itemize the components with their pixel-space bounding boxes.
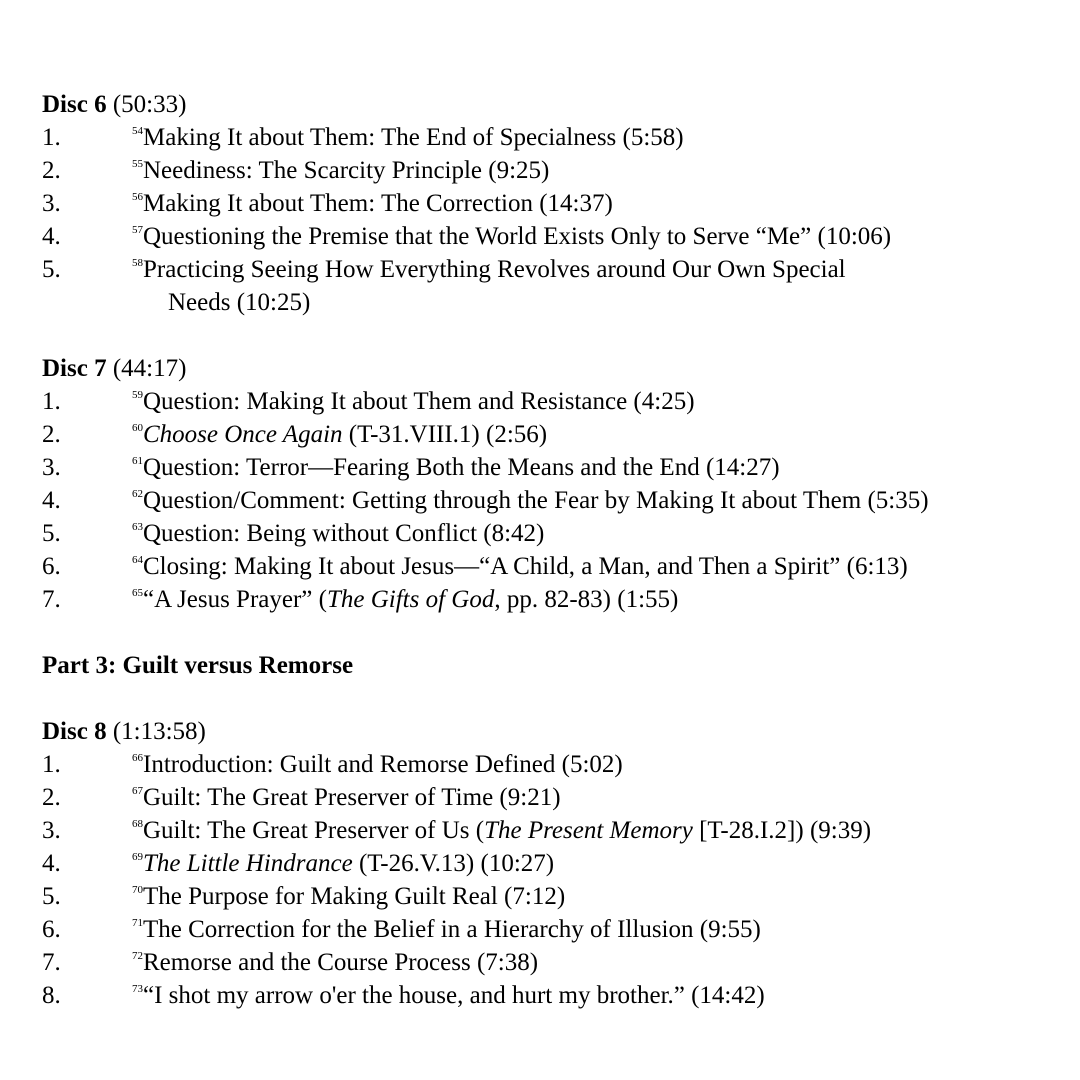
track-number: 4.	[42, 487, 61, 514]
title-text: The Correction for the Belief in a Hierarchy of Illusion (9:55)	[143, 916, 761, 943]
footnote-ref: 60	[132, 421, 143, 434]
track-number: 1.	[42, 388, 61, 415]
disc-heading	[42, 88, 1062, 121]
track-number: 2.	[42, 421, 61, 448]
track-title	[132, 814, 1062, 847]
italic-title: The Present Memory	[484, 817, 693, 844]
title-continuation: Needs (10:25)	[168, 289, 311, 316]
title-text: “I shot my arrow o'er the house, and hurt my brother.” (14:42)	[143, 982, 765, 1009]
footnote-ref: 55	[132, 157, 143, 170]
track-title	[132, 121, 1062, 154]
title-text: Making It about Them: The Correction (14:37)	[143, 190, 613, 217]
track-title	[132, 253, 1062, 319]
track-title	[132, 385, 1062, 418]
track-number: 4.	[42, 850, 61, 877]
title-text: Guilt: The Great Preserver of Time (9:21)	[143, 784, 561, 811]
track-row	[42, 847, 1062, 880]
track-number: 6.	[42, 553, 61, 580]
disc-label: Disc 6	[42, 91, 107, 118]
track-row	[42, 451, 1062, 484]
track-row	[42, 880, 1062, 913]
footnote-ref: 66	[132, 751, 143, 764]
track-row	[42, 220, 1062, 253]
title-text: Introduction: Guilt and Remorse Defined (5:02)	[143, 751, 623, 778]
track-number: 2.	[42, 157, 61, 184]
track-number: 5.	[42, 520, 61, 547]
track-number: 8.	[42, 982, 61, 1009]
footnote-ref: 63	[132, 520, 143, 533]
title-text: (T-26.V.13) (10:27)	[352, 850, 555, 877]
title-text: The Purpose for Making Guilt Real (7:12)	[143, 883, 566, 910]
title-text: Question: Being without Conflict (8:42)	[143, 520, 545, 547]
footnote-ref: 68	[132, 817, 143, 830]
track-title	[132, 979, 1062, 1012]
title-text: Neediness: The Scarcity Principle (9:25)	[143, 157, 550, 184]
track-title	[132, 187, 1062, 220]
title-text: “A Jesus Prayer” (	[143, 586, 327, 613]
title-text: Question: Terror—Fearing Both the Means and the End (14:27)	[143, 454, 780, 481]
title-text: (T-31.VIII.1) (2:56)	[342, 421, 548, 448]
footnote-ref: 70	[132, 883, 143, 896]
track-title	[132, 517, 1062, 550]
title-text: Practicing Seeing How Everything Revolves around Our Own Special	[143, 256, 846, 283]
track-number: 1.	[42, 124, 61, 151]
disc-list-part-3	[42, 715, 1062, 1012]
disc-label: Disc 8	[42, 718, 107, 745]
track-number: 3.	[42, 454, 61, 481]
footnote-ref: 73	[132, 982, 143, 995]
track-title	[132, 946, 1062, 979]
disc-section	[42, 715, 1062, 1012]
track-row	[42, 946, 1062, 979]
track-number: 6.	[42, 916, 61, 943]
disc-duration: (44:17)	[106, 355, 187, 382]
track-row	[42, 517, 1062, 550]
track-number: 3.	[42, 190, 61, 217]
track-title	[132, 913, 1062, 946]
disc-label: Disc 7	[42, 355, 107, 382]
footnote-ref: 56	[132, 190, 143, 203]
track-row	[42, 814, 1062, 847]
footnote-ref: 69	[132, 850, 143, 863]
track-title	[132, 154, 1062, 187]
title-text: Question/Comment: Getting through the Fear by Making It about Them (5:35)	[143, 487, 929, 514]
track-row	[42, 484, 1062, 517]
document	[42, 88, 1062, 1045]
track-title	[132, 451, 1062, 484]
footnote-ref: 57	[132, 223, 143, 236]
disc-section	[42, 88, 1062, 319]
italic-title: Choose Once Again	[143, 421, 343, 448]
footnote-ref: 61	[132, 454, 143, 467]
footnote-ref: 62	[132, 487, 143, 500]
footnote-ref: 71	[132, 916, 143, 929]
track-row	[42, 121, 1062, 154]
disc-section	[42, 352, 1062, 616]
track-title	[132, 583, 1062, 616]
disc-duration: (1:13:58)	[106, 718, 206, 745]
title-text: [T-28.I.2]) (9:39)	[692, 817, 872, 844]
footnote-ref: 67	[132, 784, 143, 797]
track-row	[42, 781, 1062, 814]
track-number: 7.	[42, 586, 61, 613]
track-title	[132, 220, 1062, 253]
track-row	[42, 550, 1062, 583]
disc-heading	[42, 352, 1062, 385]
track-row	[42, 748, 1062, 781]
track-row	[42, 913, 1062, 946]
track-row	[42, 583, 1062, 616]
footnote-ref: 72	[132, 949, 143, 962]
disc-duration: (50:33)	[106, 91, 187, 118]
track-row	[42, 154, 1062, 187]
footnote-ref: 58	[132, 256, 143, 269]
track-number: 3.	[42, 817, 61, 844]
footnote-ref: 54	[132, 124, 143, 137]
track-title	[132, 748, 1062, 781]
track-title	[132, 847, 1062, 880]
italic-title: The Little Hindrance	[143, 850, 353, 877]
footnote-ref: 59	[132, 388, 143, 401]
track-number: 1.	[42, 751, 61, 778]
track-number: 4.	[42, 223, 61, 250]
italic-title: The Gifts of God	[326, 586, 495, 613]
disc-heading	[42, 715, 1062, 748]
title-text: Making It about Them: The End of Specialness (5:58)	[143, 124, 684, 151]
title-text: Question: Making It about Them and Resistance (4:25)	[143, 388, 695, 415]
part-heading: Part 3: Guilt versus Remorse	[42, 652, 354, 679]
track-title	[132, 781, 1062, 814]
track-number: 7.	[42, 949, 61, 976]
disc-list-part-2	[42, 88, 1062, 616]
title-text: Questioning the Premise that the World Exists Only to Serve “Me” (10:06)	[143, 223, 892, 250]
track-row	[42, 253, 1062, 319]
track-row	[42, 187, 1062, 220]
title-text: Remorse and the Course Process (7:38)	[143, 949, 539, 976]
title-text: Guilt: The Great Preserver of Us (	[143, 817, 485, 844]
track-number: 5.	[42, 883, 61, 910]
track-title	[132, 550, 1062, 583]
track-row	[42, 418, 1062, 451]
track-number: 5.	[42, 256, 61, 283]
track-title	[132, 880, 1062, 913]
track-title	[132, 484, 1062, 517]
title-text: , pp. 82-83) (1:55)	[494, 586, 679, 613]
track-number: 2.	[42, 784, 61, 811]
part-heading-block	[42, 649, 1062, 682]
track-row	[42, 979, 1062, 1012]
footnote-ref: 64	[132, 553, 143, 566]
track-title	[132, 418, 1062, 451]
track-row	[42, 385, 1062, 418]
title-text: Closing: Making It about Jesus—“A Child, a Man, and Then a Spirit” (6:13)	[143, 553, 908, 580]
footnote-ref: 65	[132, 586, 143, 599]
